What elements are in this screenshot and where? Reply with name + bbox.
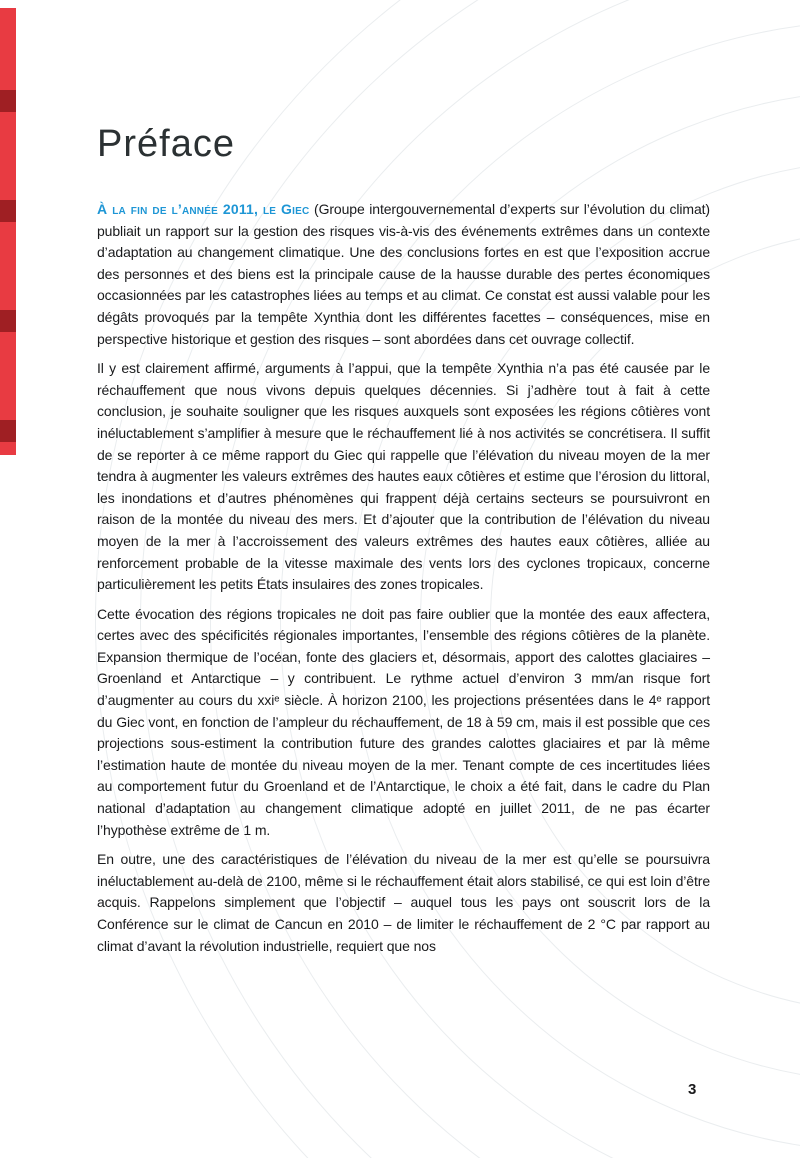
print-color-bar bbox=[0, 8, 16, 455]
paragraph: Cette évocation des régions tropicales ne doit pas faire oublier que la montée des eaux affectera, certes avec des spécificités régionales importantes, l’ensemble des régions côtières de la planète. Expansion thermique de l’océan, fonte des glaciers et, désormais, apport des calottes glaciaires – Groenland et Antarctique – y contribuent. Le rythme actuel d’environ 3 mm/an risque fort d’augmenter au cours du xxiᵉ siècle. À horizon 2100, les projections présentées dans le 4ᵉ rapport du Giec vont, en fonction de l’ampleur du réchauffement, de 18 à 59 cm, mais il est possible que ces projections sous-estiment la contribution future des grandes calottes glaciaires et par là même l’estimation haute de montée du niveau moyen de la mer. Tenant compte de ces incertitudes liées au comportement futur du Groenland et de l’Antarctique, le choix a été fait, dans le cadre du Plan national d’adaptation au changement climatique adopté en juillet 2011, de ne pas écarter l’hypothèse extrême de 1 m. bbox=[97, 605, 710, 838]
page-title: Préface bbox=[97, 123, 235, 166]
print-color-bar-dark-block bbox=[0, 200, 16, 222]
paragraph: À la fin de l’année 2011, le Giec (Groupe intergouvernemental d’experts sur l’évolution du climat) publiait un rapport sur la gestion des risques vis-à-vis des événements extrêmes dans un contexte d’adaptation au changement climatique. Une des conclusions fortes en est que l’exposition accrue des personnes et des biens est la principale cause de la hausse durable des pertes économiques occasionnées par les catastrophes liées au temps et au climat. Ce constat est aussi valable pour les dégâts provoqués par la tempête Xynthia dont les différentes facettes – conséquences, mise en perspective historique et gestion des risques – sont abordées dans cet ouvrage collectif. bbox=[97, 201, 710, 347]
lead-in: À la fin de l’année 2011, le Giec bbox=[97, 201, 310, 217]
content bbox=[97, 199, 710, 965]
paragraph: En outre, une des caractéristiques de l’élévation du niveau de la mer est qu’elle se poursuivra inéluctablement au-delà de 2100, même si le réchauffement était alors stabilisé, ce qui est loin d’être acquis. Rappelons simplement que l’objectif – auquel tous les pays ont souscrit lors de la Conférence sur le climat de Cancun en 2010 – de limiter le réchauffement de 2 °C par rapport au climat d’avant la révolution industrielle, requiert que nos bbox=[97, 851, 710, 954]
print-color-bar-dark-block bbox=[0, 90, 16, 112]
print-color-bar-dark-block bbox=[0, 420, 16, 442]
paragraph: Il y est clairement affirmé, arguments à l’appui, que la tempête Xynthia n’a pas été causée par le réchauffement que nous vivons depuis quelques décennies. Si j’adhère tout à fait à cette conclusion, je souhaite souligner que les risques auxquels sont exposées les régions côtières vont inéluctablement s’amplifier à mesure que le réchauffement lié à nos activités se concrétisera. Il suffit de se reporter à ce même rapport du Giec qui rappelle que l’élévation du niveau moyen de la mer tendra à augmenter les valeurs extrêmes des hautes eaux côtières et estime que l’érosion du littoral, les inondations et d’autres phénomènes qui frappent déjà certains secteurs se poursuivront en raison de la montée du niveau des mers. Et d’ajouter que la contribution de l’élévation du niveau moyen de la mer à l’accroissement des valeurs extrêmes des hautes eaux côtières, alliée au renforcement probable de la vitesse maximale des vents lors des cyclones tropicaux, concerne particulièrement les petits États insulaires des zones tropicales. bbox=[97, 360, 710, 593]
print-color-bar-dark-block bbox=[0, 310, 16, 332]
page-number: 3 bbox=[688, 1081, 697, 1098]
